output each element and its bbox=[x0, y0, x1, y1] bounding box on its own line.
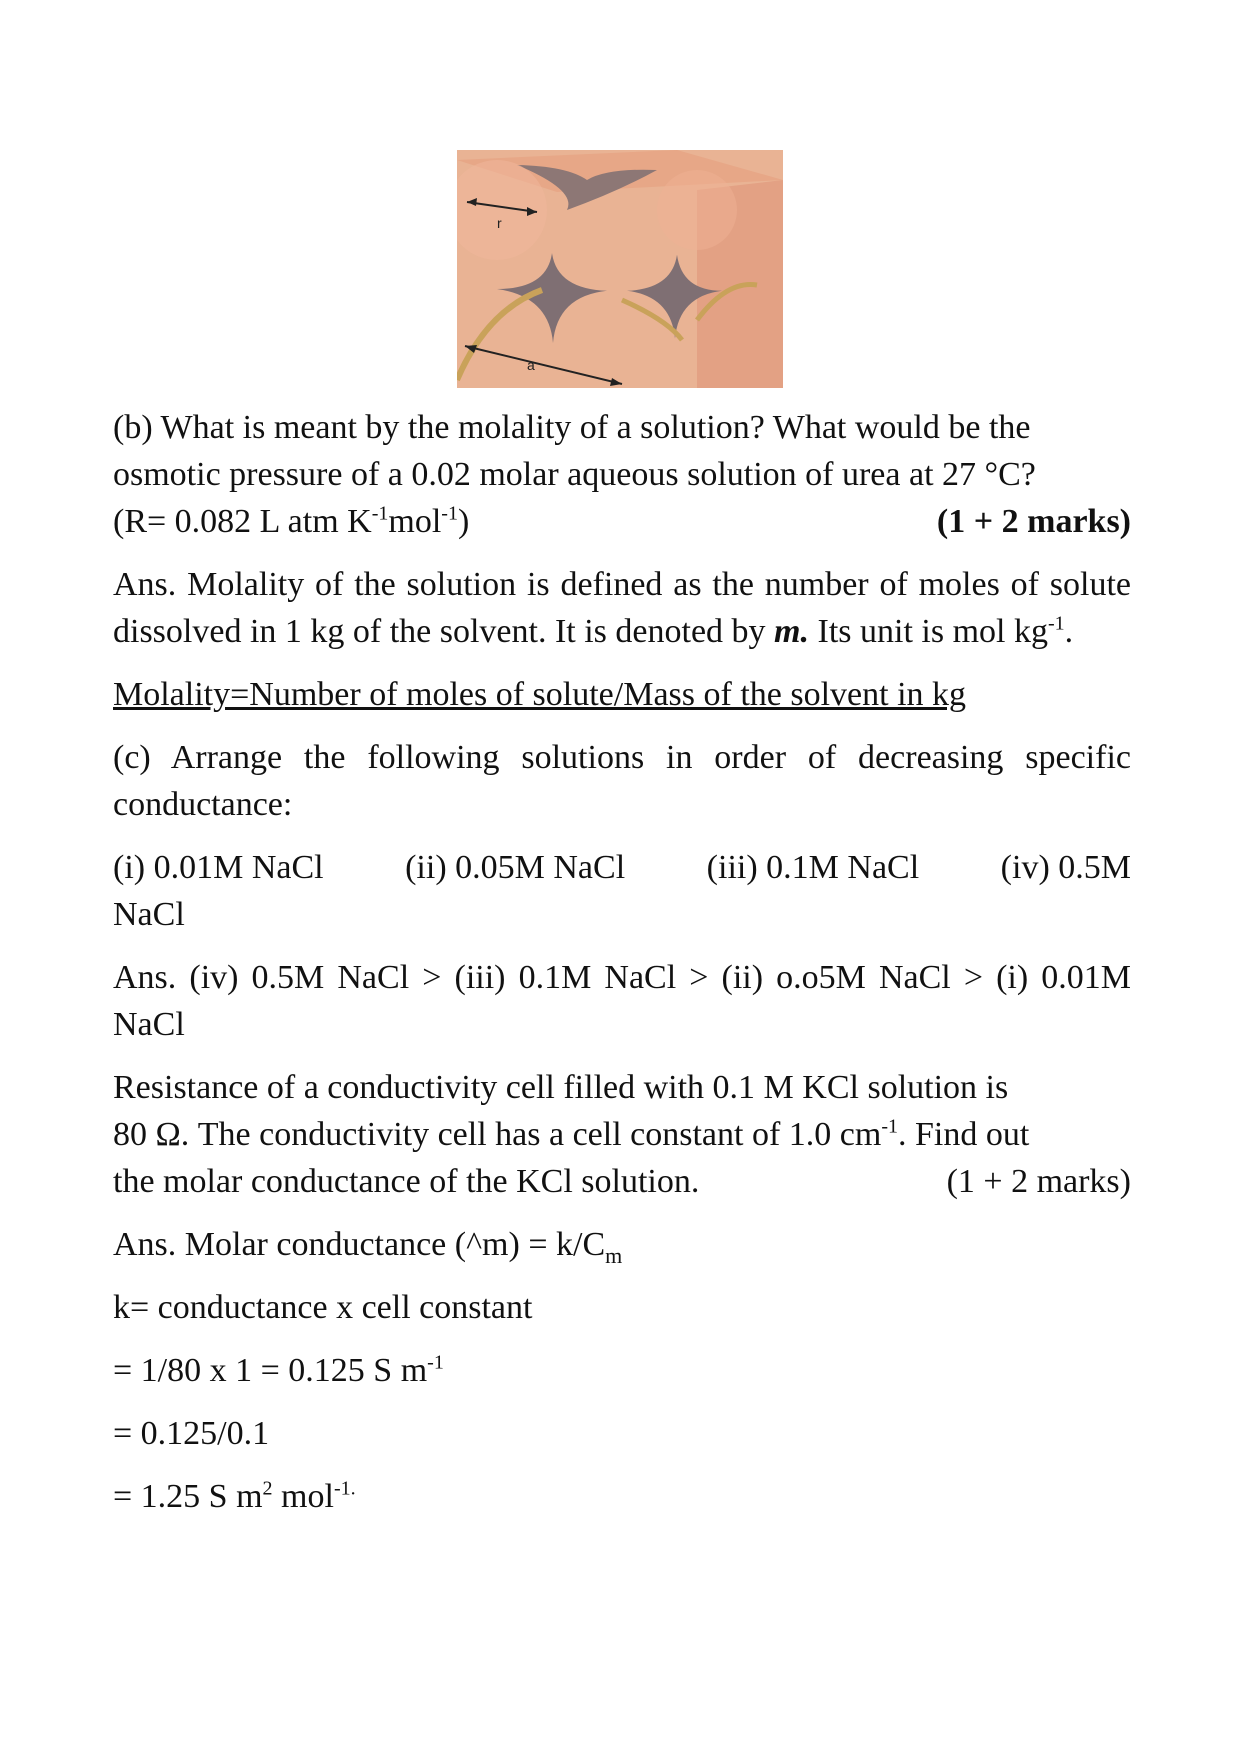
question-b-line1: (b) What is meant by the molality of a solution? What would be the bbox=[113, 409, 1031, 446]
question-c-options bbox=[113, 844, 1131, 938]
answer-d-line4: = 0.125/0.1 bbox=[113, 1415, 270, 1452]
options-row bbox=[113, 844, 1131, 891]
option-i: (i) 0.01M NaCl bbox=[113, 849, 324, 886]
question-d bbox=[113, 1064, 1131, 1205]
option-iv: (iv) 0.5M bbox=[1000, 849, 1131, 886]
document-body bbox=[113, 404, 1131, 1536]
option-iii: (iii) 0.1M NaCl bbox=[706, 849, 920, 886]
question-d-line1: Resistance of a conductivity cell filled with 0.1 M KCl solution is bbox=[113, 1069, 1009, 1106]
gas-constant-note: (R= 0.082 L atm $K^{-1}mol^{-1}$) bbox=[113, 502, 470, 540]
option-ii: (ii) 0.05M NaCl bbox=[405, 849, 626, 886]
question-d-line3: the molar conductance of the KCl solution. (1 + 2 marks) bbox=[113, 1158, 1131, 1205]
question-b bbox=[113, 404, 1131, 545]
unit-cell-figure bbox=[457, 150, 783, 388]
edge-label: a bbox=[527, 357, 535, 373]
question-b-line2: osmotic pressure of a 0.02 molar aqueous solution of urea at 27 °C? bbox=[113, 456, 1036, 493]
question-b-line3 bbox=[113, 498, 1131, 545]
answer-b: Ans. Molality of the solution is defined as the number of moles of solute dissolved in 1 kg of the solvent. It is denoted by m. Its unit is mol $kg^{-1}$. bbox=[113, 566, 1131, 650]
question-b-marks: (1 + 2 marks) bbox=[936, 503, 1131, 540]
answer-d-line1: Ans. Molar conductance (^m) = $k/C_m$ bbox=[113, 1226, 623, 1268]
answer-d-line2: k= conductance x cell constant bbox=[113, 1289, 533, 1326]
molality-formula: Molality=Number of moles of solute/Mass of the solvent in kg bbox=[113, 676, 967, 713]
answer-c: Ans. (iv) 0.5M NaCl > (iii) 0.1M NaCl > (ii) o.o5M NaCl > (i) 0.01M NaCl bbox=[113, 959, 1131, 1043]
unit-cell-drawing bbox=[457, 150, 783, 388]
answer-d-line5: = 1.25 S $m^2$ mol$^{-1.}$ bbox=[113, 1477, 356, 1515]
answer-d-line3: = 1/80 x 1 = 0.125 S $m^{-1}$ bbox=[113, 1351, 444, 1389]
option-iv-tail: NaCl bbox=[113, 896, 185, 933]
molality-symbol: m. bbox=[774, 613, 809, 650]
question-c: (c) Arrange the following solutions in order of decreasing specific conductance: bbox=[113, 739, 1131, 823]
question-d-marks: (1 + 2 marks) bbox=[946, 1163, 1131, 1200]
question-d-line2: 80 Ω. The conductivity cell has a cell constant of 1.0 $cm^{-1}$. Find out bbox=[113, 1115, 1030, 1153]
radius-label: r bbox=[497, 215, 502, 231]
